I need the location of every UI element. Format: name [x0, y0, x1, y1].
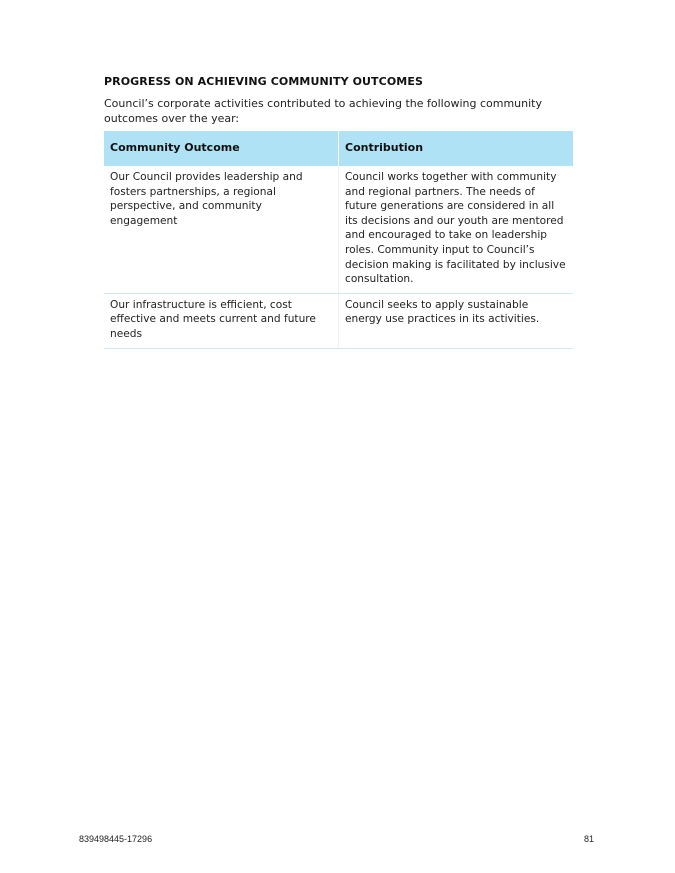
table-row [104, 166, 573, 293]
contribution-cell: Council seeks to apply sustainable energy use practices in its activities. [339, 293, 574, 348]
community-outcomes-table [104, 131, 573, 349]
column-header-community-outcome: Community Outcome [104, 131, 339, 166]
table-header-row [104, 131, 573, 166]
page-number: 81 [584, 834, 595, 844]
column-header-contribution: Contribution [339, 131, 574, 166]
intro-paragraph: Council’s corporate activities contributed to achieving the following community outcomes over the year: [104, 97, 543, 125]
outcome-cell: Our infrastructure is efficient, cost effective and meets current and future needs [104, 293, 339, 348]
section-heading: PROGRESS ON ACHIEVING COMMUNITY OUTCOMES [104, 75, 423, 88]
outcome-cell: Our Council provides leadership and fosters partnerships, a regional perspective, and community engagement [104, 166, 339, 293]
document-reference-number: 839498445-17296 [79, 834, 153, 844]
contribution-cell: Council works together with community and regional partners. The needs of future generations are considered in all its decisions and our youth are mentored and encouraged to take on leadership roles. Community input to Council’s decision making is facilitated by inclusive consultation. [339, 166, 574, 293]
table-row [104, 293, 573, 348]
